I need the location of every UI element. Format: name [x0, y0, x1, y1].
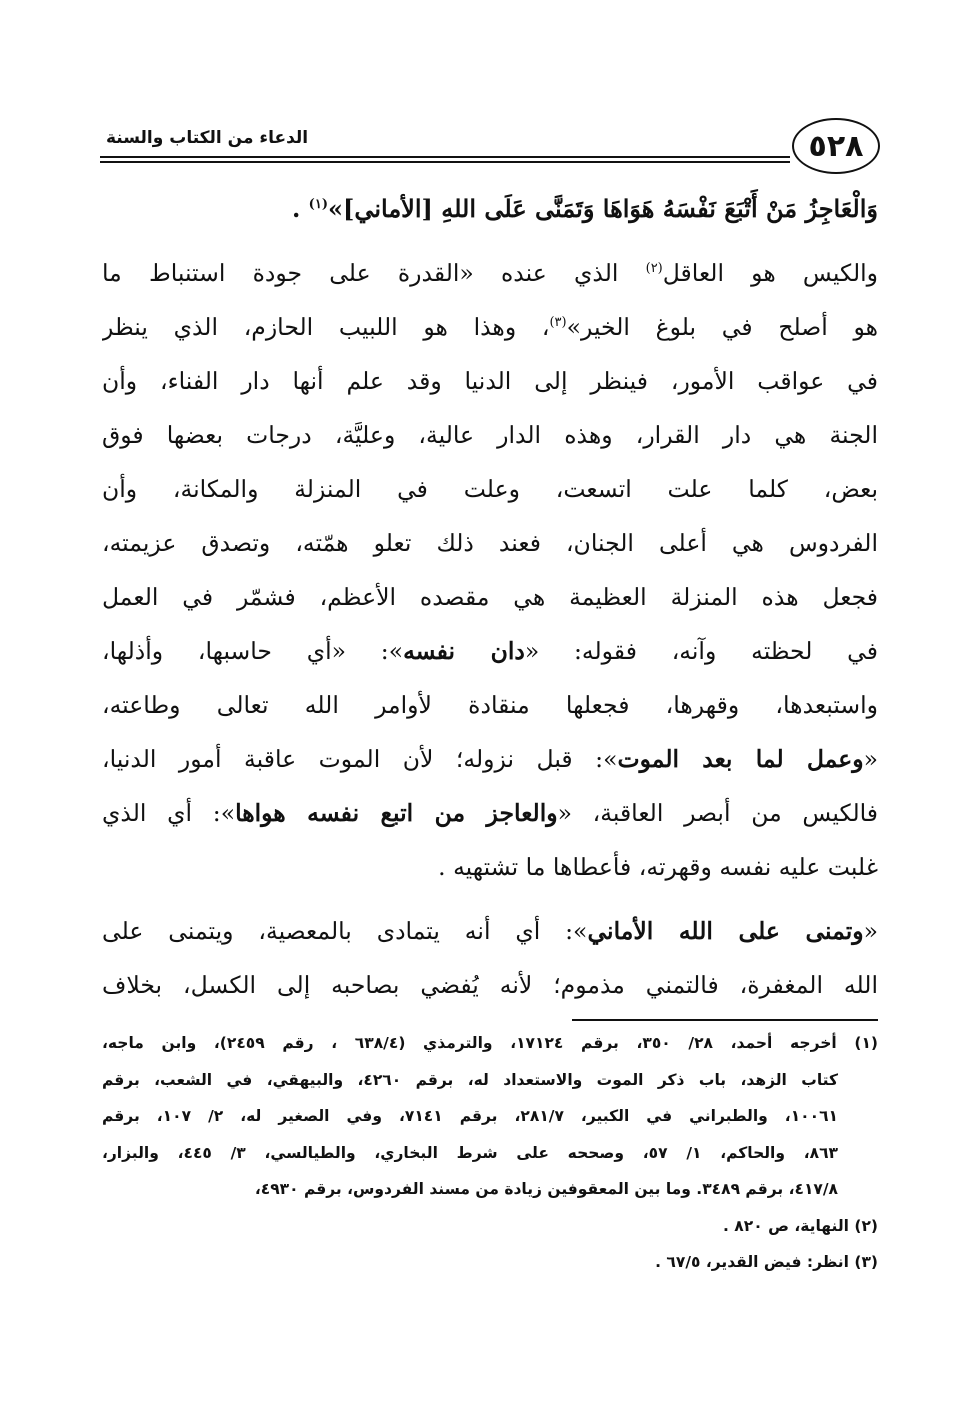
text-line: واستبعدها، وقهرها، فجعلها منقادة لأوامر الله تعالى وطاعته، [102, 691, 878, 719]
footnote-separator [572, 1019, 878, 1021]
text-span: في لحظته وآنه، فقوله: « [524, 637, 878, 665]
header-rule-bottom [100, 161, 790, 163]
quoted-phrase: وعمل لما بعد الموت [617, 745, 864, 773]
footnote-1: (١) أخرجه أحمد، ٢٨/ ٣٥٠، برقم ١٧١٢٤، والترمذي (٦٣٨/٤ ، رقم ٢٤٥٩)، وابن ماجه، [102, 1034, 878, 1052]
quoted-phrase: دان نفسه [403, 637, 525, 665]
text-span: فالكيس من أبصر العاقبة، « [557, 799, 878, 827]
footnote-3: (٣) انظر: فيض القدير، ٦٧/٥ . [655, 1253, 878, 1271]
text-line: فجعل هذه المنزلة العظيمة هي مقصده الأعظم، فشمّر في العمل [102, 583, 878, 611]
footnote-ref[interactable]: (٣) [549, 315, 567, 331]
text-line [102, 300, 878, 354]
running-title: الدعاء من الكتاب والسنة [106, 128, 309, 148]
footnote-1-cont: ٤١٧/٨، برقم ٣٤٨٩. وما بين المعقوفين زيادة من مسند الفردوس، برقم ٤٩٣٠، [254, 1180, 838, 1198]
page-number-oval [792, 118, 880, 174]
text-line: الجنة هي دار القرار، وهذه الدار عالية، وعليَّة، درجات بعضها فوق [102, 421, 878, 449]
quoted-phrase: والعاجز من اتبع نفسه هواها [235, 799, 558, 827]
header-rule-top [100, 156, 790, 158]
main-text [102, 182, 878, 1012]
footnote-2: (٢) النهاية، ص ٨٢٠ . [723, 1216, 878, 1235]
footnote-1-cont: ١٠٠٦١، والطبراني في الكبير، ٢٨١/٧، برقم ٧١٤١، وفي الصغير له، ٢/ ١٠٧، برقم [102, 1107, 838, 1125]
text-span: « [863, 745, 878, 773]
footnote-ref[interactable]: (١) [308, 197, 328, 212]
text-span: ، وهذا هو اللبيب الحازم، الذي ينظر [102, 313, 550, 341]
text-span: »: أي أنه يتمادى بالمعصية، ويتمنى على [102, 917, 588, 945]
hadith-line [102, 182, 878, 236]
footnote-ref[interactable]: (٢) [645, 261, 663, 277]
text-span: الذي عنده «القدرة على جودة استنباط ما [102, 259, 646, 287]
text-span: »: أي الذي [102, 799, 236, 827]
footnote-1-cont: كتاب الزهد، باب ذكر الموت والاستعداد له، برقم ٤٢٦٠، والبيهقي، في الشعب، برقم [102, 1070, 838, 1089]
text-line [102, 904, 878, 958]
text-line: الله المغفرة، فالتمني مذموم؛ لأنه يُفضي بصاحبه إلى الكسل، بخلاف [102, 971, 878, 999]
text-span: والكيس هو العاقل [662, 259, 878, 287]
text-span: « [863, 917, 878, 945]
text-line: الفردوس هي أعلى الجنان، فعند ذلك تعلو همّته، وتصدق عزيمته، [102, 529, 878, 557]
page-number: ٥٢٨ [808, 128, 864, 164]
quoted-phrase: وتمنى على الله الأماني [587, 917, 864, 945]
text-line [102, 624, 878, 678]
text-span: هو أصلح في بلوغ الخير» [566, 313, 878, 341]
text-line: في عواقب الأمور، فينظر إلى الدنيا وقد علم أنها دار الفناء، وأن [102, 367, 878, 395]
footnote-1-cont: ٨٦٣، والحاكم، ١/ ٥٧، وصححه على شرط البخاري، والطيالسي، ٣/ ٤٤٥، والبزار، [102, 1143, 839, 1162]
text-span: »: قبل نزوله؛ لأن الموت عاقبة أمور الدنيا، [102, 745, 618, 773]
text-span: . [291, 194, 309, 223]
text-line: غلبت عليه نفسه وقهرته، فأعطاها ما تشتهيه . [438, 853, 878, 881]
text-line: بعض، كلما علت اتسعت، وعلت في المنزلة والمكانة، وأن [102, 475, 878, 503]
text-span: »: «أي حاسبها، وأذلها، [102, 637, 404, 665]
page-header [100, 118, 880, 180]
text-line [102, 246, 878, 300]
text-line [102, 732, 878, 786]
footnotes [102, 1025, 878, 1281]
text-line [102, 786, 878, 840]
hadith-text: وَالْعَاجِزُ مَنْ أَتْبَعَ نَفْسَهُ هَوَاهَا وَتَمَنَّى عَلَى اللهِ [الأماني]» [327, 194, 878, 223]
